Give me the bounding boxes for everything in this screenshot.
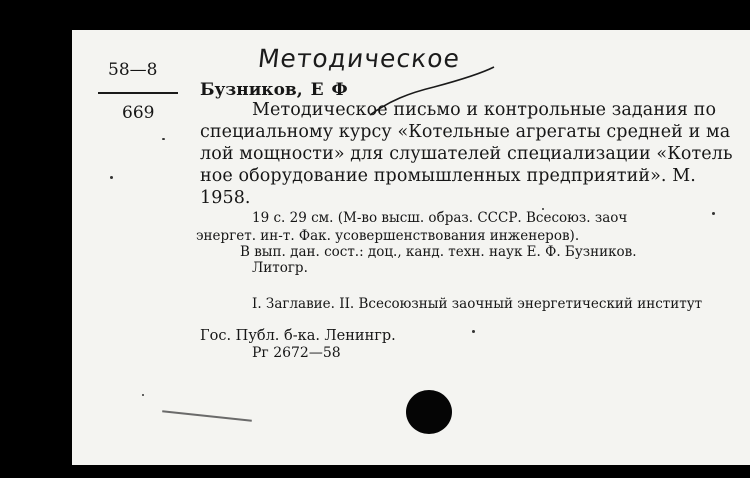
details-line: энергет. ин-т. Фак. усовершенствования инженеров). [196, 228, 580, 244]
speck [142, 394, 144, 396]
punch-hole [406, 390, 452, 434]
title-line: 1958. [200, 188, 251, 208]
details-line: В вып. дан. сост.: доц., канд. техн. наук Е. Ф. Бузников. [240, 244, 637, 260]
call-number-bottom: 669 [122, 103, 155, 123]
title-line: лой мощности» для слушателей специализации «Котель [200, 144, 733, 164]
details-line: 19 с. 29 см. (М-во высш. образ. СССР. Всесоюз. заоч [252, 210, 628, 226]
call-number-top: 58—8 [108, 60, 158, 80]
speck [542, 208, 544, 210]
library-code: Рг 2672—58 [252, 345, 341, 361]
scratch-mark [162, 410, 252, 421]
library-name: Гос. Публ. б-ка. Ленингр. [200, 328, 396, 344]
title-line: ное оборудование промышленных предприятий». М. [200, 166, 696, 186]
speck [110, 176, 113, 179]
author-heading: Бузников, Е Ф [200, 80, 348, 100]
speck [162, 138, 165, 140]
catalog-card [72, 30, 750, 465]
title-line: специальному курсу «Котельные агрегаты средней и ма [200, 122, 731, 142]
speck [472, 330, 475, 333]
subject-headings: I. Заглавие. II. Всесоюзный заочный энергетический институт [252, 296, 703, 312]
speck [712, 212, 715, 215]
call-number-divider [98, 92, 178, 94]
details-line: Литогр. [252, 260, 308, 276]
title-line: Методическое письмо и контрольные задания по [252, 100, 717, 120]
handwritten-annotation: Методическое [256, 44, 462, 73]
